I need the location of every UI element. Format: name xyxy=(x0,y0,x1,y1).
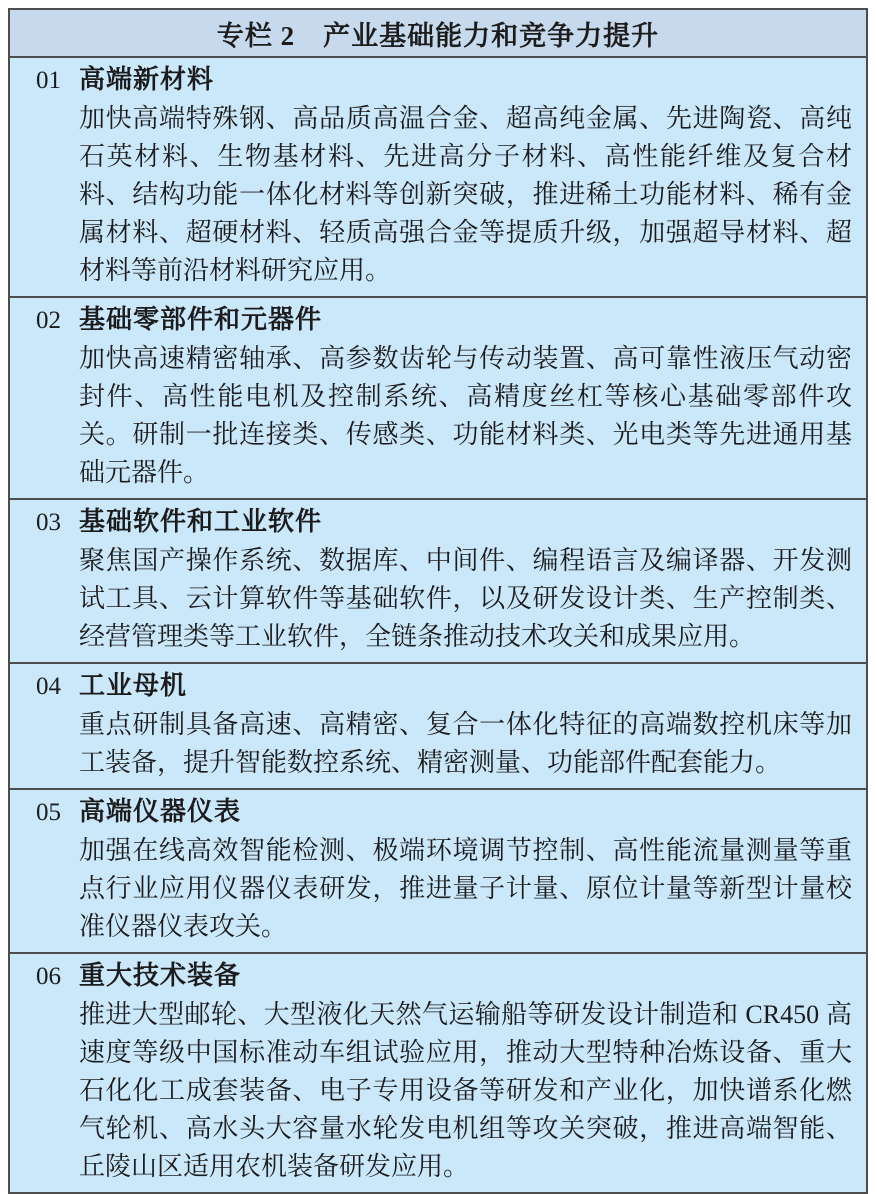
section-head xyxy=(36,503,852,542)
section-head xyxy=(36,957,852,996)
section-05 xyxy=(10,788,866,952)
section-title: 重大技术装备 xyxy=(79,961,242,990)
section-head xyxy=(36,301,852,340)
section-body: 加快高速精密轴承、高参数齿轮与传动装置、高可靠性液压气动密封件、高性能电机及控制系统、高精度丝杠等核心基础零部件攻关。研制一批连接类、传感类、功能材料类、光电类等先进通用基础元器件。 xyxy=(79,344,852,487)
section-01 xyxy=(10,58,866,296)
section-body: 加强在线高效智能检测、极端环境调节控制、高性能流量测量等重点行业应用仪器仪表研发，推进量子计量、原位计量等新型计量校准仪器仪表攻关。 xyxy=(79,836,852,941)
section-number: 03 xyxy=(36,509,61,536)
section-number: 01 xyxy=(36,67,61,94)
section-body: 聚焦国产操作系统、数据库、中间件、编程语言及编译器、开发测试工具、云计算软件等基础软件，以及研发设计类、生产控制类、经营管理类等工业软件，全链条推动技术攻关和成果应用。 xyxy=(79,546,852,651)
section-title: 基础软件和工业软件 xyxy=(79,507,323,536)
section-body: 加快高端特殊钢、高品质高温合金、超高纯金属、先进陶瓷、高纯石英材料、生物基材料、先进高分子材料、高性能纤维及复合材料、结构功能一体化材料等创新突破，推进稀土功能材料、稀有金属材料、超硬材料、轻质高强合金等提质升级，加强超导材料、超材料等前沿材料研究应用。 xyxy=(79,104,852,285)
section-title: 基础零部件和元器件 xyxy=(79,305,323,334)
section-number: 04 xyxy=(36,673,61,700)
section-head xyxy=(36,61,852,100)
panel-title: 专栏 2 产业基础能力和竞争力提升 xyxy=(216,20,660,51)
section-body: 重点研制具备高速、高精密、复合一体化特征的高端数控机床等加工装备，提升智能数控系统、精密测量、功能部件配套能力。 xyxy=(79,710,852,777)
section-number: 06 xyxy=(36,963,61,990)
section-02 xyxy=(10,296,866,498)
section-title: 工业母机 xyxy=(79,671,188,700)
section-body: 推进大型邮轮、大型液化天然气运输船等研发设计制造和 CR450 高速度等级中国标准动车组试验应用，推动大型特种冶炼设备、重大石化化工成套装备、电子专用设备等研发和产业化，加快谱系化燃气轮机、高水头大容量水轮发电机组等攻关突破，推进高端智能、丘陵山区适用农机装备研发应用。 xyxy=(79,1000,852,1181)
panel-header xyxy=(10,10,866,58)
section-head xyxy=(36,793,852,832)
policy-box xyxy=(8,8,868,1194)
section-03 xyxy=(10,498,866,662)
section-number: 02 xyxy=(36,307,61,334)
section-number: 05 xyxy=(36,799,61,826)
section-title: 高端仪器仪表 xyxy=(79,797,242,826)
section-head xyxy=(36,667,852,706)
section-04 xyxy=(10,662,866,788)
section-06 xyxy=(10,952,866,1192)
section-title: 高端新材料 xyxy=(79,65,215,94)
